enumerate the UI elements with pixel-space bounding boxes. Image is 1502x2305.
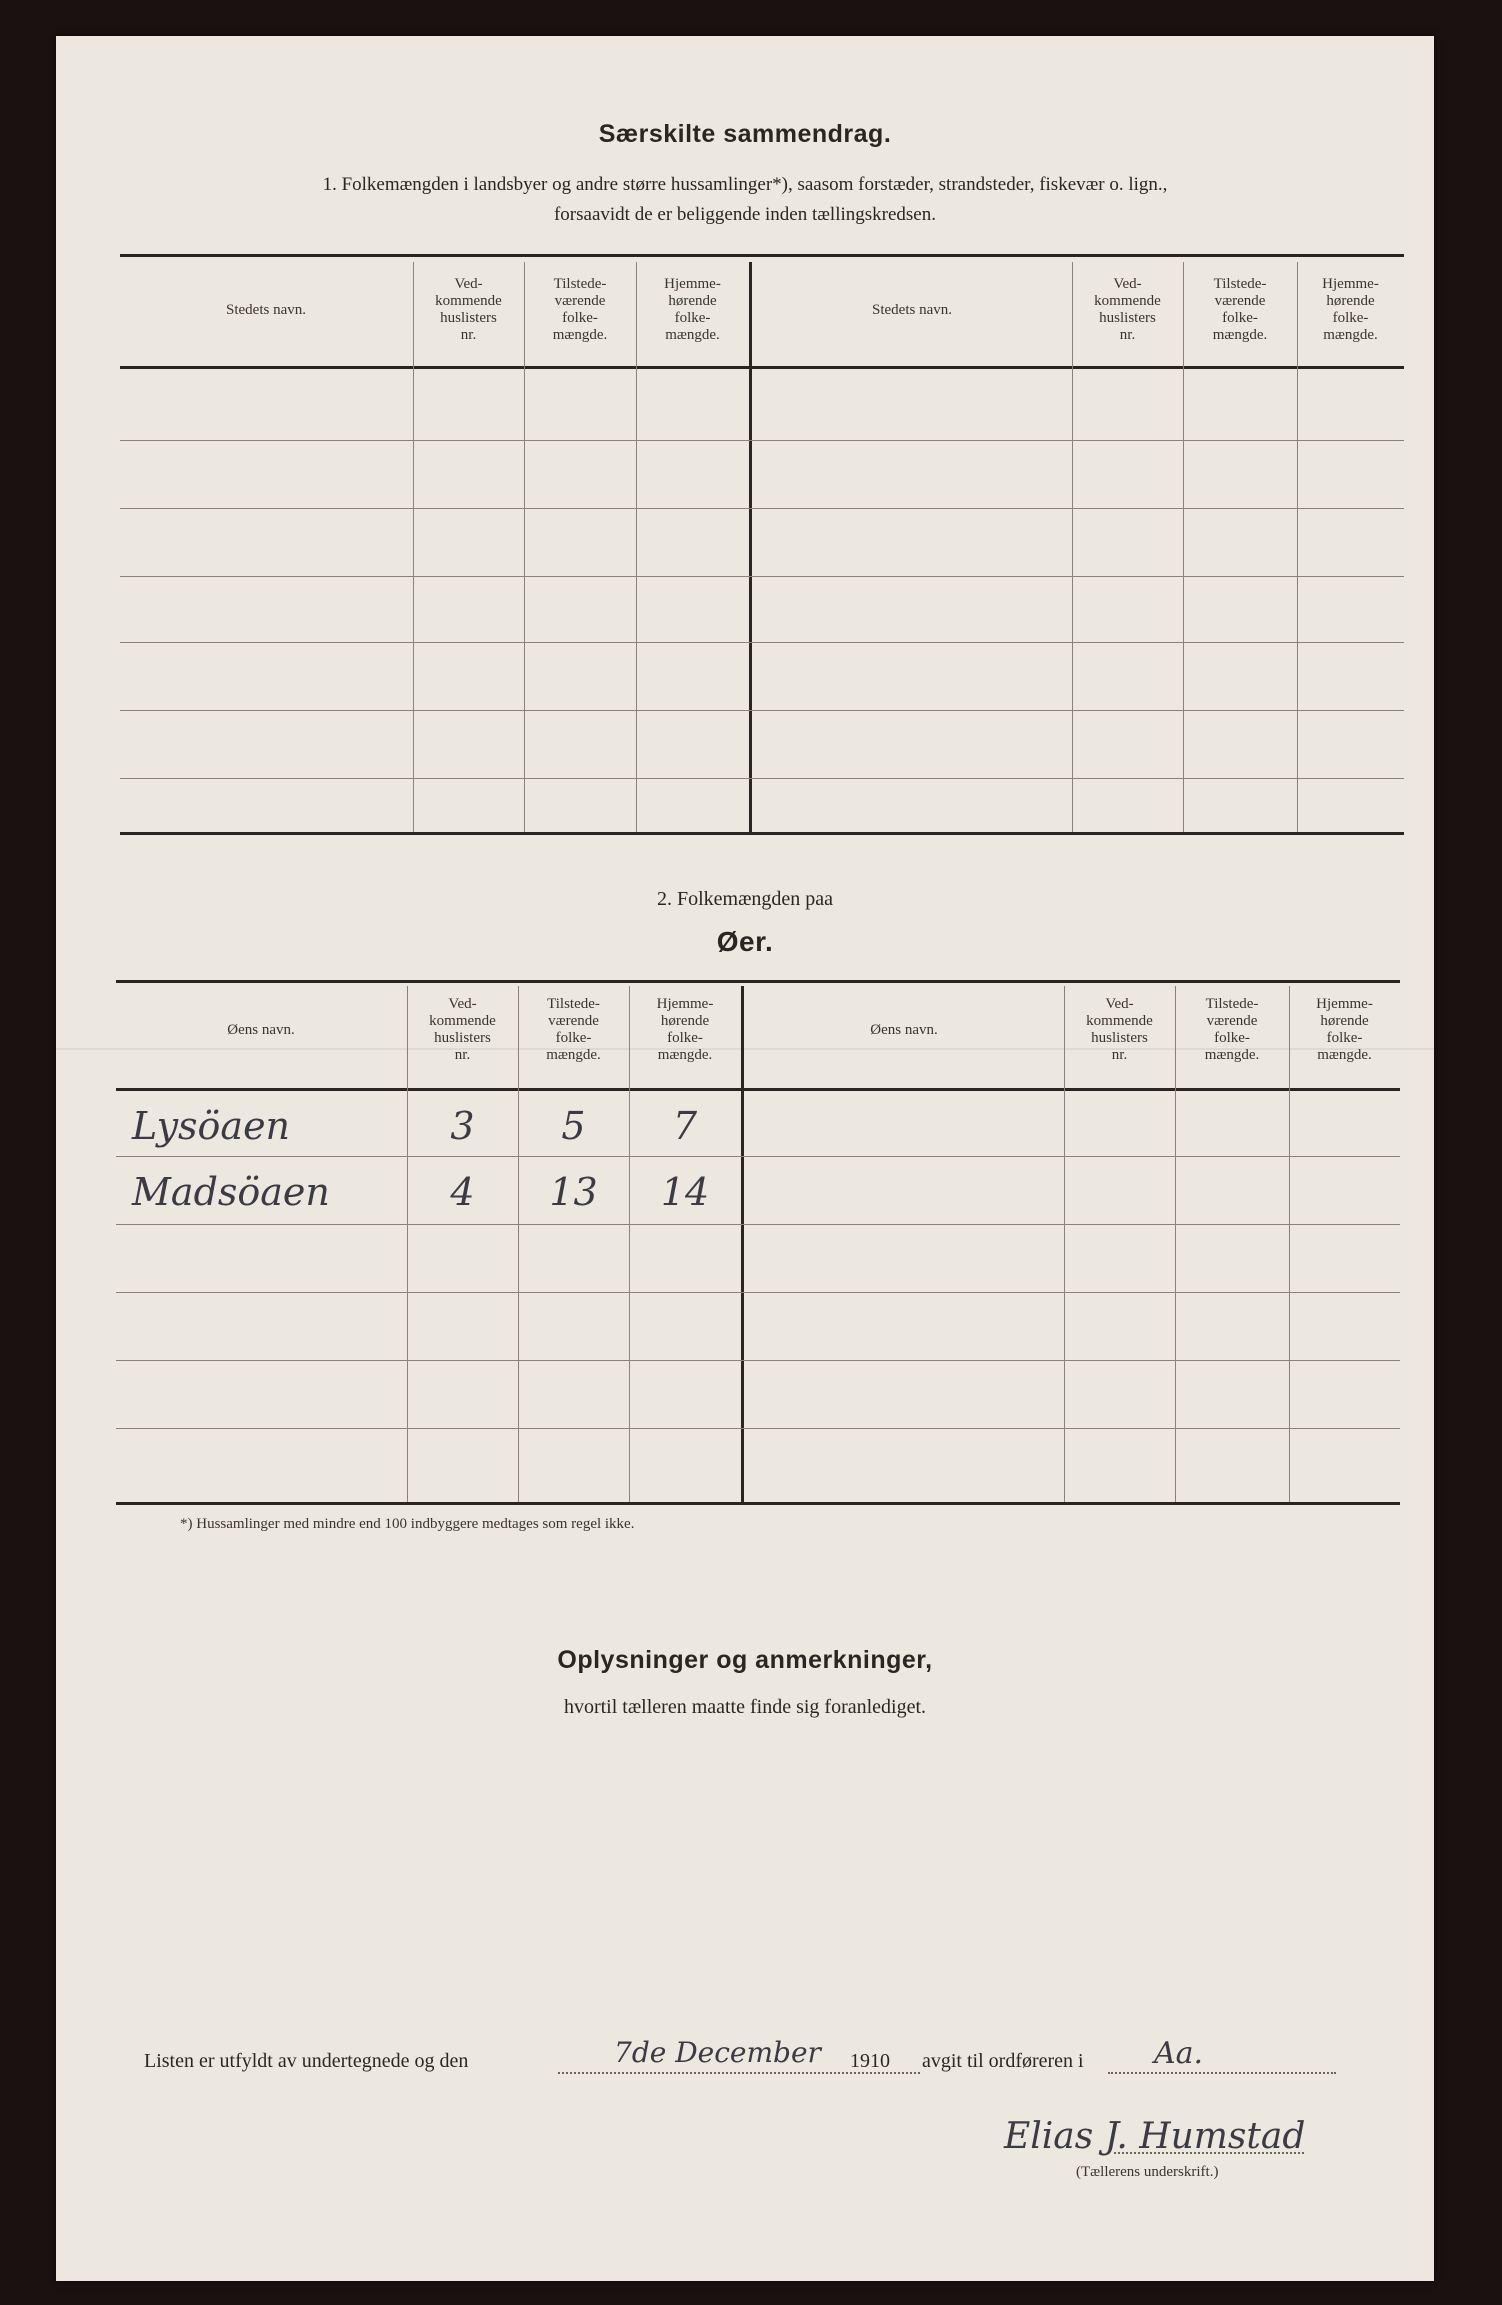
col-divider (1297, 262, 1298, 832)
remarks-title: Oplysninger og anmerkninger, (557, 1646, 933, 1674)
island-name: Lysöaen (132, 1104, 291, 1148)
section1-line1: 1. Folkemængden i landsbyer og andre større hussamlinger*), saasom forstæder, strandsteder, fiskevær o. lign., (322, 174, 1168, 195)
col-divider (413, 262, 414, 832)
signature-line-middle: avgit til ordføreren i (922, 2050, 1084, 2072)
row-line (120, 710, 1404, 711)
huslister-value: 3 (450, 1104, 475, 1148)
row-line (120, 642, 1404, 643)
section1-line2: forsaavidt de er beliggende inden tællingskredsen. (553, 204, 936, 225)
place-dotted-line (1108, 2072, 1336, 2074)
header-stedets-navn: Stedets navn. (226, 302, 306, 318)
hjemme-value: 7 (672, 1104, 698, 1148)
header-huslister-2: Ved- kommende huslisters nr. (1094, 276, 1161, 343)
census-form-page (56, 36, 1434, 2281)
hjemme-value: 14 (660, 1170, 710, 1214)
header-tilstede: Tilstede- værende folke- mængde. (546, 996, 601, 1063)
signature-line (144, 2036, 1424, 2080)
section2-title: Øer. (716, 926, 774, 957)
col-divider (524, 262, 525, 832)
col-divider (1183, 262, 1184, 832)
row-line (116, 1428, 1400, 1429)
header-tilstede-2: Tilstede- værende folke- mængde. (1212, 276, 1268, 343)
section2-line1: 2. Folkemængden paa (656, 888, 834, 910)
row-line (120, 508, 1404, 509)
header-hjemme: Hjemme- hørende folke- mængde. (656, 996, 714, 1063)
header-hjemme-2: Hjemme- hørende folke- mængde. (1322, 276, 1379, 343)
header-tilstede: Tilstede- værende folke- mængde. (552, 276, 608, 343)
table1-header-rule (120, 366, 1404, 369)
header-huslister: Ved- kommende huslisters nr. (435, 276, 502, 343)
remarks-subtitle: hvortil tælleren maatte finde sig foranlediget. (563, 1696, 927, 1718)
header-oens-navn: Øens navn. (227, 1022, 295, 1038)
row-line (120, 778, 1404, 779)
header-hjemme-2: Hjemme- hørende folke- mængde. (1316, 996, 1373, 1063)
table2-top-rule (116, 980, 1400, 983)
col-divider (1072, 262, 1073, 832)
island-name: Madsöaen (132, 1170, 330, 1214)
col-divider (636, 262, 637, 832)
signature-dotted-line (1114, 2152, 1304, 2154)
col-divider-main (741, 986, 744, 1502)
row-line (120, 576, 1404, 577)
place-handwritten: Aa. (1154, 2036, 1204, 2071)
huslister-value: 4 (450, 1170, 475, 1214)
header-oens-navn-2: Øens navn. (870, 1022, 938, 1038)
row-line (116, 1360, 1400, 1361)
section-title: Særskilte sammendrag. (598, 120, 892, 148)
row-line (116, 1224, 1400, 1225)
header-huslister-2: Ved- kommende huslisters nr. (1086, 996, 1153, 1063)
header-huslister: Ved- kommende huslisters nr. (429, 996, 496, 1063)
table1-top-rule (120, 254, 1404, 257)
row-line (116, 1156, 1400, 1157)
table2-header-rule (116, 1088, 1400, 1091)
header-hjemme: Hjemme- hørende folke- mængde. (664, 276, 721, 343)
enumerator-signature: Elias J. Humstad (1004, 2116, 1306, 2157)
table1-bottom-rule (120, 832, 1404, 835)
tilstede-value: 5 (561, 1104, 586, 1148)
signature-line-prefix: Listen er utfyldt av undertegnede og den (144, 2050, 469, 2072)
row-line (120, 440, 1404, 441)
table2-bottom-rule (116, 1502, 1400, 1505)
tilstede-value: 13 (549, 1170, 598, 1214)
col-divider-main (749, 262, 752, 832)
header-stedets-navn-2: Stedets navn. (872, 302, 952, 318)
date-handwritten: 7de December (614, 2036, 821, 2069)
row-line (116, 1292, 1400, 1293)
signature-caption: (Tællerens underskrift.) (1076, 2164, 1219, 2180)
footnote: *) Hussamlinger med mindre end 100 indbyggere medtages som regel ikke. (180, 1516, 635, 1532)
header-tilstede-2: Tilstede- værende folke- mængde. (1204, 996, 1260, 1063)
year: 1910 (850, 2050, 890, 2072)
